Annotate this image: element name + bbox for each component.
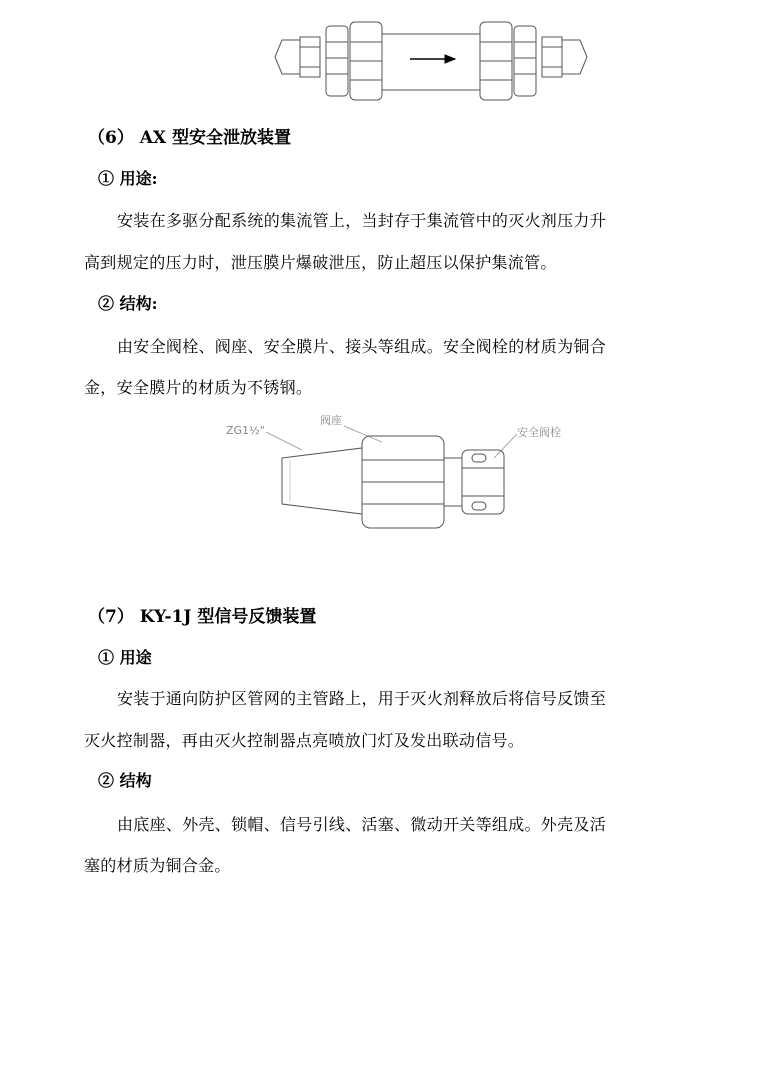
section-6-structure-line-1: 由安全阀栓、阀座、安全膜片、接头等组成。安全阀栓的材质为铜合: [117, 337, 607, 356]
section-7-structure-title: ② 结构: [98, 771, 152, 790]
section-7-usage-line-2: 灭火控制器，再由灭火控制器点亮喷放门灯及发出联动信号。: [84, 731, 525, 750]
section-6-usage-title: ① 用途:: [98, 169, 158, 188]
section-6-usage-line-2: 高到规定的压力时，泄压膜片爆破泄压，防止超压以保护集流管。: [84, 253, 557, 272]
section-7-usage-title: ① 用途: [98, 648, 152, 667]
section-6-usage-line-1: 安装在多驱分配系统的集流管上，当封存于集流管中的灭火剂压力升: [117, 211, 607, 230]
section-6-structure-line-2: 金，安全膜片的材质为不锈钢。: [84, 378, 313, 397]
label-thread: ZG1½": [226, 424, 265, 437]
section-6-heading: （6） AX 型安全泄放装置: [88, 128, 292, 148]
label-seat: 阀座: [320, 414, 342, 427]
safety-relief-device-drawing: [222, 410, 582, 540]
section-7-structure-line-2: 塞的材质为铜合金。: [84, 856, 231, 875]
label-plug: 安全阀栓: [517, 426, 561, 439]
section-7-usage-line-1: 安装于通向防护区管网的主管路上，用于灭火剂释放后将信号反馈至: [117, 689, 607, 708]
section-7-heading: （7） KY-1J 型信号反馈装置: [88, 607, 317, 627]
section-7-structure-line-1: 由底座、外壳、锁帽、信号引线、活塞、微动开关等组成。外壳及活: [117, 815, 607, 834]
section-6-structure-title: ② 结构:: [98, 294, 158, 313]
check-valve-drawing: [270, 12, 590, 102]
